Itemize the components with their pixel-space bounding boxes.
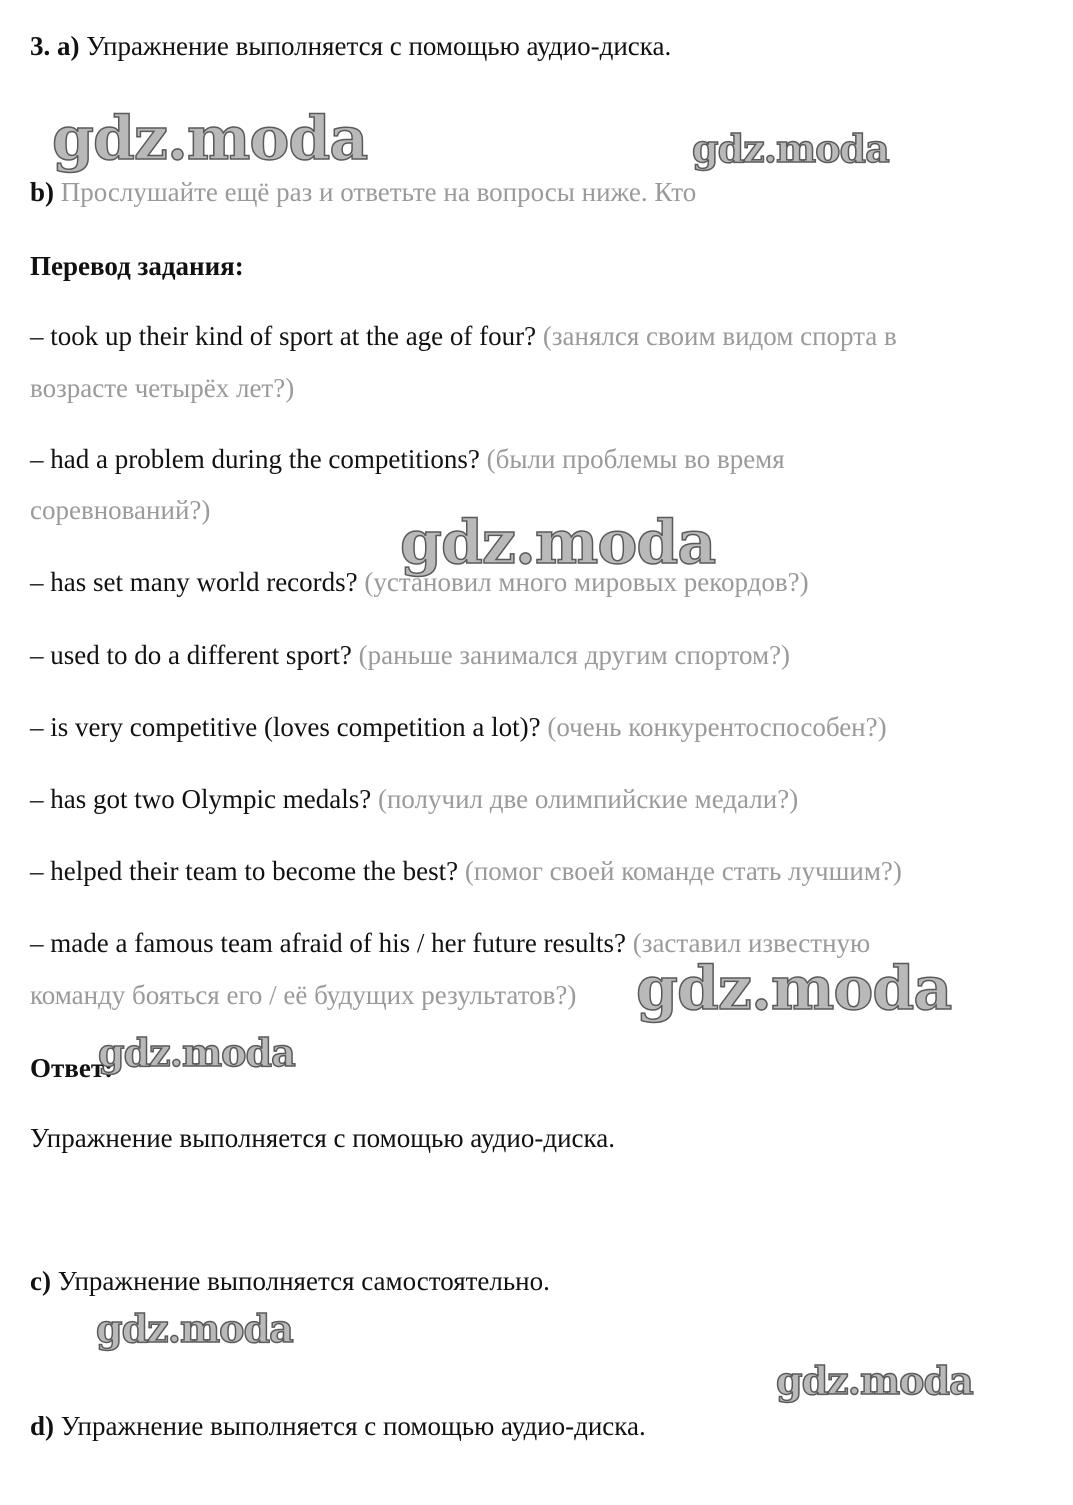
question-1 [30,320,897,352]
exercise-b-label: b) [30,177,55,207]
exercise-a [30,30,671,62]
question-8-en: – made a famous team afraid of his / her future results? [30,928,627,958]
question-5-ru: (очень конкурентоспособен?) [547,712,887,742]
exercise-d [30,1410,646,1442]
question-7-en: – helped their team to become the best? [30,856,459,886]
exercise-c-label: c) [30,1266,51,1296]
watermark-logo: gdz.moda [776,1358,973,1403]
watermark-logo: gdz.moda [96,1306,293,1351]
question-8-ru: (заставил известную [632,928,871,958]
question-1-ru: (занялся своим видом спорта в [542,321,897,351]
question-2-ru-cont: соревнований?) [30,495,211,525]
answer-heading: Ответ: [30,1053,114,1083]
watermark-logo: gdz.moda [52,104,368,174]
exercise-d-text: Упражнение выполняется с помощью аудио-диска. [60,1411,646,1441]
question-2 [30,443,785,475]
question-8-ru-cont: команду бояться его / её будущих результатов?) [30,980,577,1010]
question-7-ru: (помог своей команде стать лучшим?) [464,856,902,886]
exercise-c [30,1265,550,1297]
question-4-ru: (раньше занимался другим спортом?) [358,640,791,670]
watermark-logo: gdz.moda [98,1030,295,1075]
exercise-b-text: Прослушайте ещё раз и ответьте на вопросы ниже. Кто [60,177,697,207]
exercise-a-label: 3. a) [30,31,80,61]
question-6-ru: (получил две олимпийские медали?) [377,784,799,814]
watermark-logo: gdz.moda [636,954,952,1024]
question-6-en: – has got two Olympic medals? [30,784,372,814]
question-6 [30,783,798,815]
question-3-en: – has set many world records? [30,567,358,597]
question-3-ru: (установил много мировых рекордов?) [364,567,809,597]
question-2-en: – had a problem during the competitions? [30,444,480,474]
watermark-logo: gdz.moda [400,508,716,578]
question-5 [30,711,887,743]
question-1-en: – took up their kind of sport at the age of four? [30,321,537,351]
translation-heading: Перевод задания: [30,251,244,281]
question-1-ru-cont: возрасте четырёх лет?) [30,373,295,403]
question-5-en: – is very competitive (loves competition a lot)? [30,712,541,742]
question-7 [30,855,902,887]
exercise-b [30,176,696,208]
exercise-d-label: d) [30,1411,55,1441]
watermark-logo: gdz.moda [692,126,889,171]
exercise-a-text: Упражнение выполняется с помощью аудио-диска. [86,31,672,61]
exercise-c-text: Упражнение выполняется самостоятельно. [57,1266,550,1296]
question-4 [30,639,790,671]
answer-text: Упражнение выполняется с помощью аудио-диска. [30,1123,615,1153]
question-2-ru: (были проблемы во время [486,444,785,474]
question-4-en: – used to do a different sport? [30,640,352,670]
